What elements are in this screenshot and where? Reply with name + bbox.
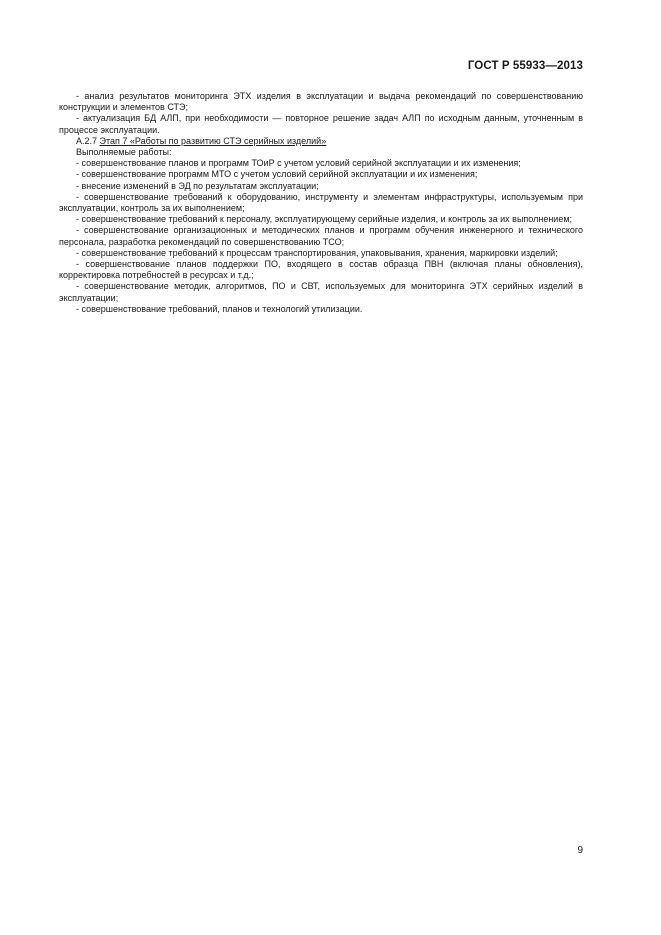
work-item: - совершенствование организационных и методических планов и программ обучения инженерного и технического персонала, разработка рекомендаций по совершенствованию ТСО; [59, 225, 583, 247]
work-item: - совершенствование планов и программ ТОиР с учетом условий серийной эксплуатации и их изменения; [76, 158, 521, 169]
page-number: 9 [577, 845, 583, 856]
work-item: - совершенствование программ МТО с учетом условий серийной эксплуатации и их изменения; [76, 169, 478, 180]
section-number: А.2.7 [76, 135, 98, 146]
intro-item: - анализ результатов мониторинга ЭТХ изделия в эксплуатации и выдача рекомендаций по совершенствованию конструкции и элементов СТЭ; [59, 91, 583, 113]
work-item: - совершенствование требований к оборудованию, инструменту и элементам инфраструктуры, используемым при эксплуатации, контроль за их выполнением; [59, 191, 583, 214]
intro-item: - актуализация БД АЛП, при необходимости — повторное решение задач АЛП по исходным данным, уточненным в процессе эксплуатации. [59, 113, 583, 135]
standard-designation: ГОСТ Р 55933—2013 [467, 60, 583, 72]
section-heading [59, 136, 583, 147]
work-item: - совершенствование требований к процессам транспортирования, упаковывания, хранения, маркировки изделий; [76, 247, 558, 258]
work-item: - совершенствование планов поддержки ПО, входящего в состав образца ПВН (включая планы обновления), корректировка потребностей в ресурсах и т.д.; [59, 259, 583, 281]
work-item: - совершенствование методик, алгоритмов, ПО и СВТ, используемых для мониторинга ЭТХ серийных изделий в эксплуатации; [59, 281, 583, 303]
work-item: - внесение изменений в ЭД по результатам эксплуатации; [76, 180, 319, 191]
work-item: - совершенствование требований, планов и технологий утилизации. [76, 303, 363, 314]
document-body [59, 91, 583, 315]
works-label: Выполняемые работы: [76, 147, 172, 158]
section-title: Этап 7 «Работы по развитию СТЭ серийных изделий» [99, 135, 327, 146]
work-item: - совершенствование требований к персоналу, эксплуатирующему серийные изделия, и контроль за их выполнением; [76, 214, 573, 225]
